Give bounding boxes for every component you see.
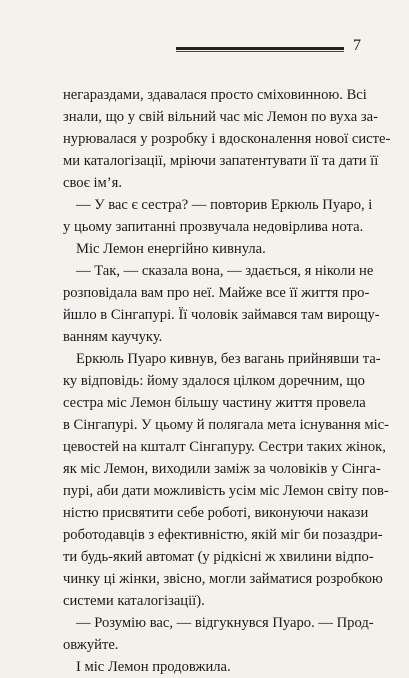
body-line: — У вас є сестра? — повторив Еркюль Пуаро, і xyxy=(76,197,373,213)
body-line: І міс Лемон продовжила. xyxy=(76,659,231,675)
body-line: знали, що у свій вільний час міс Лемон по вуха за- xyxy=(63,109,378,125)
body-line: ти будь-який автомат (у рідкісні ж хвилини відпо- xyxy=(63,549,374,565)
body-line: своє ім’я. xyxy=(63,175,122,191)
body-line: системи каталогізації). xyxy=(63,593,205,609)
body-line: — Розумію вас, — відгукнувся Пуаро. — Прод- xyxy=(76,615,374,631)
body-line: у цьому запитанні прозвучала недовірлива нота. xyxy=(63,219,364,235)
body-line: як міс Лемон, виходили заміж за чоловіків у Сінга- xyxy=(63,461,381,477)
body-line: Міс Лемон енергійно кивнула. xyxy=(76,241,266,257)
body-line: ми каталогізації, мріючи запатентувати її та дати її xyxy=(63,153,379,169)
body-line: чинку ці жінки, звісно, могли займатися розробкою xyxy=(63,571,383,587)
body-line: в Сінгапурі. У цьому й полягала мета існування міс- xyxy=(63,417,389,433)
body-line: негараздами, здавалася просто сміховинною. Всі xyxy=(63,87,367,103)
body-line: Еркюль Пуаро кивнув, без вагань прийнявши та- xyxy=(76,351,381,367)
header-rule xyxy=(176,47,344,50)
page-number: 7 xyxy=(353,37,361,54)
body-line: ністю присвятити себе роботі, виконуючи накази xyxy=(63,505,369,521)
body-line: ку відповідь: йому здалося цілком доречним, що xyxy=(63,373,365,389)
body-line: нурювалася у розробку і вдосконалення нової систе- xyxy=(63,131,391,147)
body-line: — Так, — сказала вона, — здається, я ніколи не xyxy=(76,263,374,279)
body-line: йшло в Сінгапурі. Її чоловік займався там вирощу- xyxy=(63,307,380,323)
body-line: роботодавців з ефективністю, якій міг би позаздри- xyxy=(63,527,383,543)
body-line: пурі, аби дати можливість усім міс Лемон світу пов- xyxy=(63,483,389,499)
body-line: овжуйте. xyxy=(63,637,119,653)
body-line: сестра міс Лемон більшу частину життя провела xyxy=(63,395,366,411)
body-line: цевостей на кшталт Сінгапуру. Сестри таких жінок, xyxy=(63,439,386,455)
body-line: ванням каучуку. xyxy=(63,329,163,345)
body-line: розповідала вам про неї. Майже все її життя про- xyxy=(63,285,370,301)
